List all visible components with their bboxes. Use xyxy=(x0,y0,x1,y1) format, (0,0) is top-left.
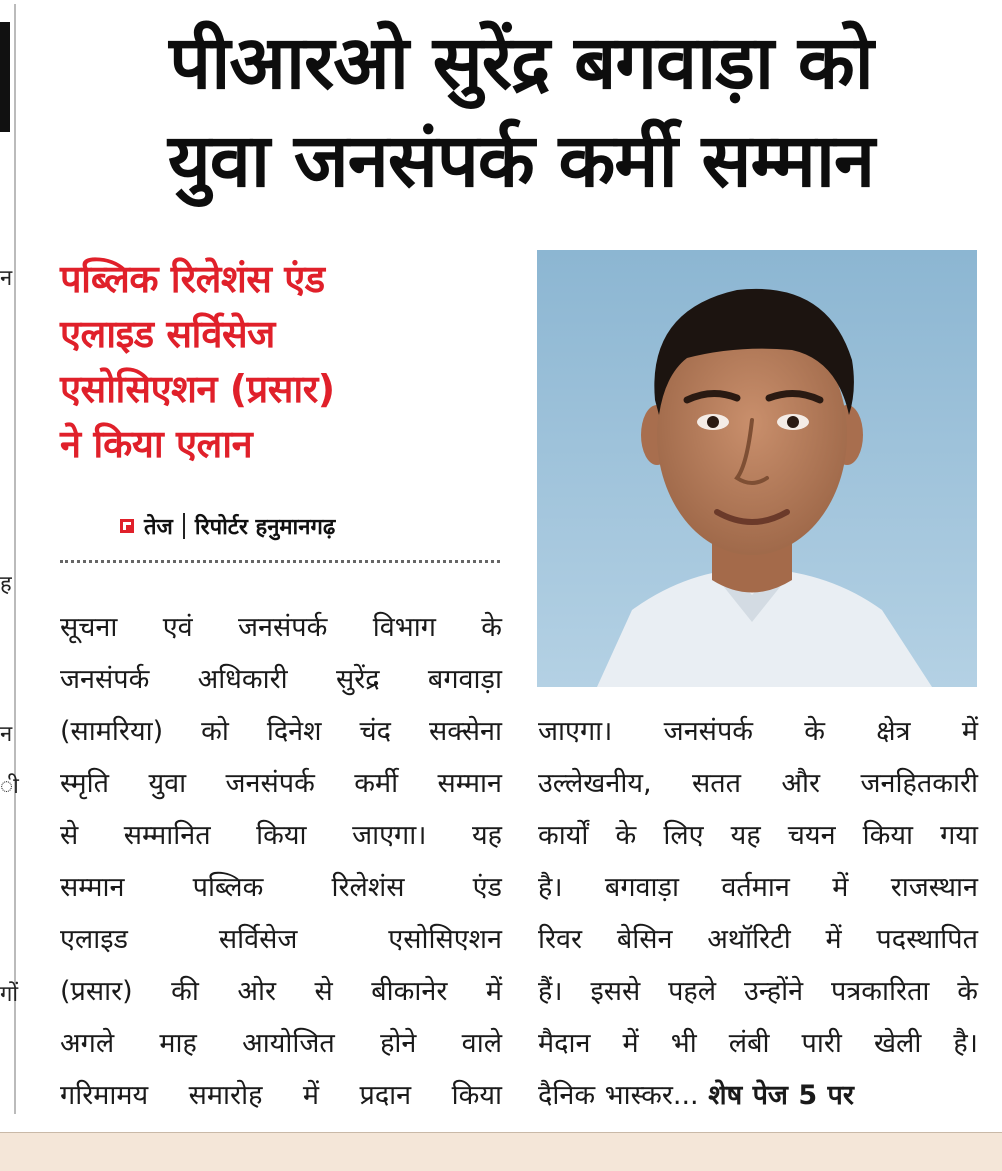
body-line: सूचना एवं जनसंपर्क विभाग के xyxy=(60,612,502,643)
body-line: से सम्मानित किया जाएगा। यह xyxy=(60,820,502,851)
body-line: एलाइड सर्विसेज एसोसिएशन xyxy=(60,924,502,955)
byline-marker-icon xyxy=(120,519,134,533)
adjacent-column-edge xyxy=(0,0,26,1130)
subhead-line: पब्लिक रिलेशंस एंड xyxy=(60,257,325,301)
article-body-right-column xyxy=(538,706,978,1122)
continuation-link[interactable]: शेष पेज 5 पर xyxy=(708,1080,854,1111)
body-line: (प्रसार) की ओर से बीकानेर में xyxy=(60,976,502,1007)
article-headline xyxy=(48,14,994,210)
article-subhead xyxy=(60,252,515,472)
adjacent-text-fragment: ी xyxy=(0,774,19,799)
body-line: हैं। इससे पहले उन्होंने पत्रकारिता के xyxy=(538,976,978,1007)
portrait-photo xyxy=(537,250,977,687)
adjacent-text-fragment: न xyxy=(0,266,13,291)
adjacent-headline-fragment xyxy=(0,22,10,132)
byline xyxy=(120,508,335,544)
byline-divider xyxy=(60,560,500,563)
column-divider xyxy=(14,4,16,1114)
headline-line-2: युवा जनसंपर्क कर्मी सम्मान xyxy=(167,118,875,204)
body-line: उल्लेखनीय, सतत और जनहितकारी xyxy=(538,768,978,799)
subhead-line: ने किया एलान xyxy=(60,422,253,466)
body-line: रिवर बेसिन अथॉरिटी में पदस्थापित xyxy=(538,924,978,955)
subhead-line: एलाइड सर्विसेज xyxy=(60,312,275,356)
adjacent-text-fragment: गों xyxy=(0,982,19,1007)
body-last-line xyxy=(538,1070,978,1122)
headline-line-1: पीआरओ सुरेंद्र बगवाड़ा को xyxy=(169,20,873,106)
subhead-line: एसोसिएशन (प्रसार) xyxy=(60,367,335,411)
adjacent-text-fragment: ह xyxy=(0,572,12,597)
body-line: स्मृति युवा जनसंपर्क कर्मी सम्मान xyxy=(60,768,502,799)
body-line: जाएगा। जनसंपर्क के क्षेत्र में xyxy=(538,716,978,747)
byline-reporter: रिपोर्टर हनुमानगढ़ xyxy=(194,515,336,540)
page-bottom-band xyxy=(0,1132,1002,1171)
byline-source: तेज xyxy=(144,515,173,540)
body-line: मैदान में भी लंबी पारी खेली है। xyxy=(538,1028,978,1059)
portrait-illustration xyxy=(537,250,977,687)
body-line: है। बगवाड़ा वर्तमान में राजस्थान xyxy=(538,872,978,903)
body-line: जनसंपर्क अधिकारी सुरेंद्र बगवाड़ा xyxy=(60,664,502,695)
source-credit: दैनिक भास्कर... xyxy=(538,1080,699,1111)
body-line: कार्यों के लिए यह चयन किया गया xyxy=(538,820,978,851)
body-line: सम्मान पब्लिक रिलेशंस एंड xyxy=(60,872,502,903)
body-line: (सामरिया) को दिनेश चंद सक्सेना xyxy=(60,716,502,747)
adjacent-text-fragment: न xyxy=(0,722,13,747)
body-line: अगले माह आयोजित होने वाले xyxy=(60,1028,502,1059)
body-line: गरिमामय समारोह में प्रदान किया xyxy=(60,1080,502,1111)
article-body-left-column xyxy=(60,602,502,1122)
byline-separator xyxy=(183,513,185,539)
